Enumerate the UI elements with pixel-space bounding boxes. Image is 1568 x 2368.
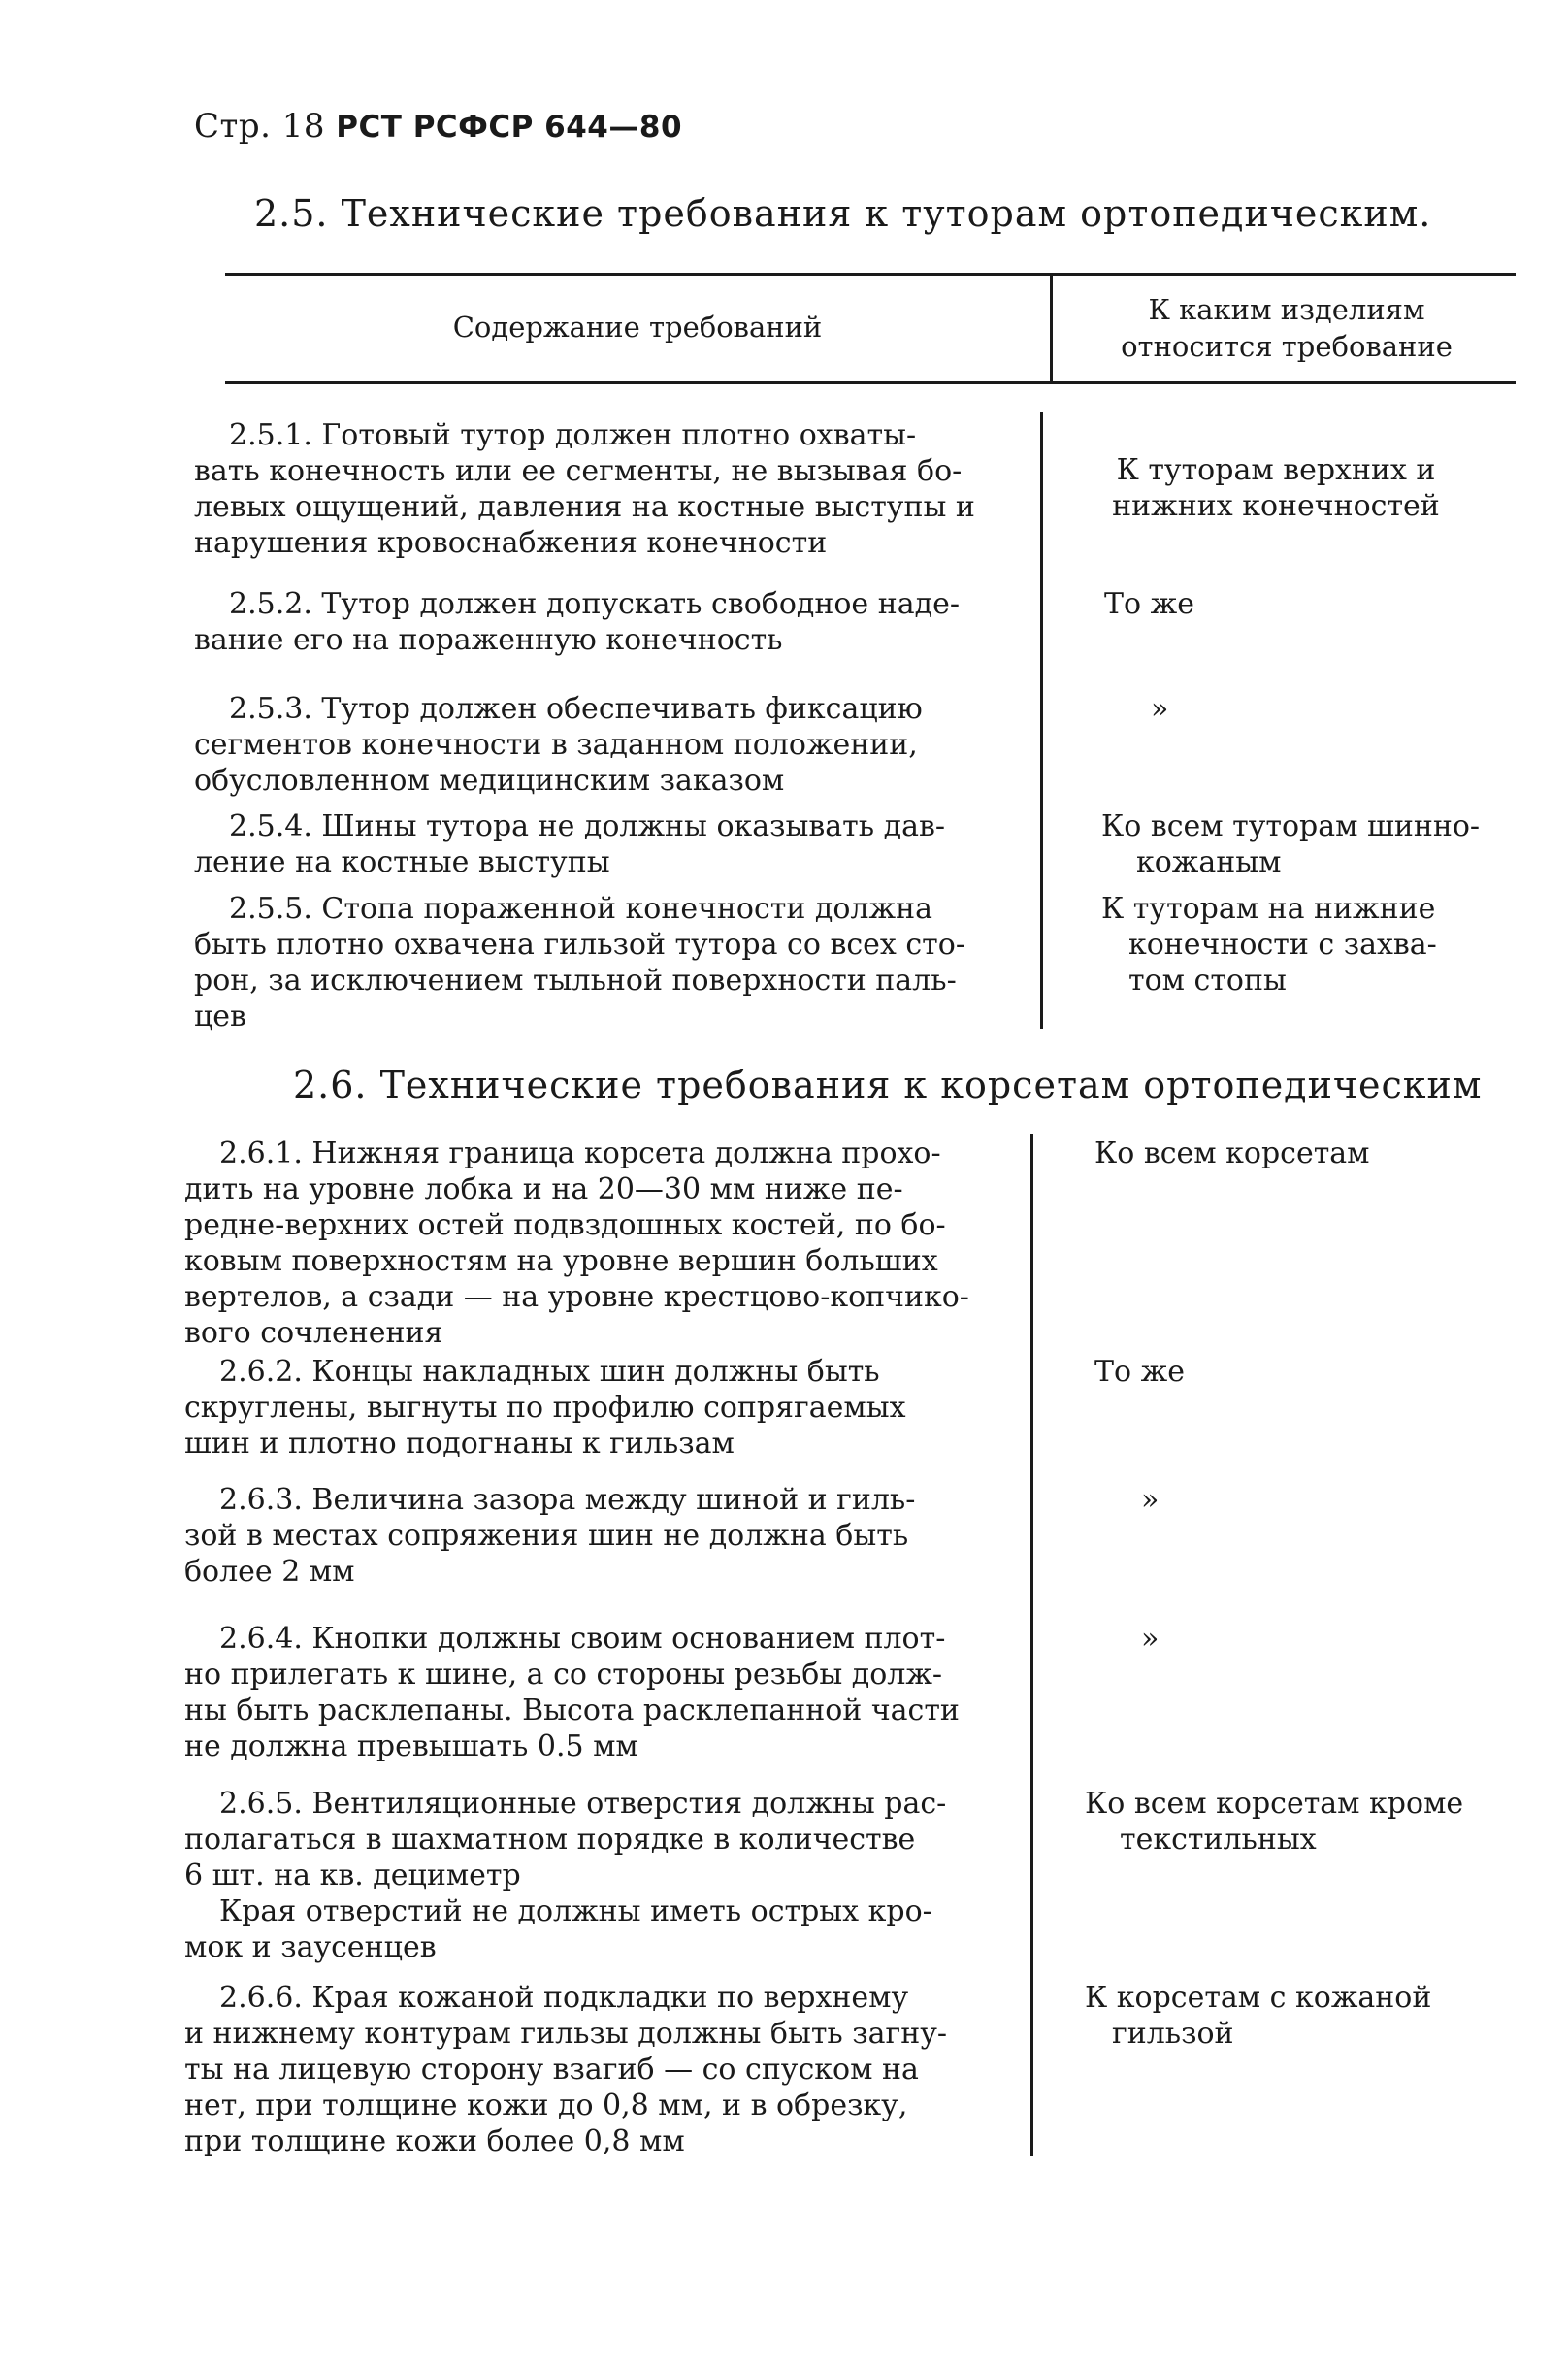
requirement-2-5-5 <box>194 891 999 1035</box>
req-line: ление на костные выступы <box>194 845 610 879</box>
req-line: мок и заусенцев <box>184 1930 437 1964</box>
column-header-applies-line2: относится требование <box>1121 330 1453 363</box>
req-line: 2.6.1. Нижняя граница корсета должна прохо- <box>219 1136 941 1170</box>
req-line: 2.6.4. Кнопки должны своим основанием плот- <box>219 1622 946 1656</box>
requirement-2-5-1 <box>194 417 999 561</box>
applies-line: кожаным <box>1136 845 1282 879</box>
applies-line: К туторам верхних и <box>1116 453 1436 487</box>
req-line: 2.6.3. Величина зазора между шиной и гиль- <box>219 1483 916 1517</box>
requirement-2-6-3 <box>184 1482 990 1590</box>
applies-line: Ко всем корсетам <box>1094 1136 1370 1170</box>
requirement-2-6-1 <box>184 1135 990 1351</box>
req-line: ковым поверхностям на уровне вершин больших <box>184 1244 938 1278</box>
req-line: 2.5.5. Стопа пораженной конечности должна <box>229 892 932 926</box>
req-line: ны быть расклепаны. Высота расклепанной части <box>184 1694 960 1727</box>
req-line: вание его на пораженную конечность <box>194 623 783 657</box>
applies-line: » <box>1151 692 1169 726</box>
applies-2-5-3 <box>1151 691 1168 727</box>
req-line: зой в местах сопряжения шин не должна быть <box>184 1519 909 1553</box>
document-code: РСТ РСФСР 644—80 <box>336 110 683 145</box>
req-line: быть плотно охвачена гильзой тутора со всех сто- <box>194 928 965 962</box>
req-line: дить на уровне лобка и на 20—30 мм ниже пе- <box>184 1172 903 1206</box>
applies-2-6-5 <box>1085 1786 1463 1858</box>
applies-line: Ко всем туторам шинно- <box>1101 809 1481 843</box>
applies-line: конечности с захва- <box>1128 928 1437 962</box>
applies-line: текстильных <box>1120 1823 1317 1857</box>
applies-2-5-4 <box>1101 808 1480 880</box>
req-line: Края отверстий не должны иметь острых кро- <box>219 1894 932 1928</box>
column-header-applies-line1: К каким изделиям <box>1148 293 1425 326</box>
req-line: вого сочленения <box>184 1316 443 1350</box>
req-line: 2.6.6. Края кожаной подкладки по верхнему <box>219 1981 909 2015</box>
req-line: рон, за исключением тыльной поверхности паль- <box>194 964 957 998</box>
applies-line: нижних конечностей <box>1112 489 1440 523</box>
requirement-2-6-5 <box>184 1786 990 1965</box>
req-line: 2.5.4. Шины тутора не должны оказывать дав- <box>229 809 946 843</box>
column-divider-2-6 <box>1030 1134 1033 2156</box>
req-line: 6 шт. на кв. дециметр <box>184 1858 521 1892</box>
req-line: редне-верхних остей подвздошных костей, по бо- <box>184 1208 946 1242</box>
req-line: нарушения кровоснабжения конечности <box>194 526 828 560</box>
column-divider-2-5 <box>1040 412 1043 1029</box>
req-line: обусловленном медицинским заказом <box>194 764 785 798</box>
applies-line: То же <box>1094 1355 1185 1389</box>
applies-line: К туторам на нижние <box>1101 892 1436 926</box>
applies-line: » <box>1141 1483 1160 1517</box>
applies-2-5-2 <box>1104 586 1194 622</box>
requirement-2-6-2 <box>184 1354 990 1462</box>
header-column-divider <box>1050 273 1053 381</box>
req-line: ты на лицевую сторону взагиб — со спуском на <box>184 2053 919 2087</box>
req-line: сегментов конечности в заданном положении, <box>194 728 918 762</box>
req-line: 2.5.3. Тутор должен обеспечивать фиксацию <box>229 692 923 726</box>
req-line: вать конечность или ее сегменты, не вызывая бо- <box>194 454 963 488</box>
req-line: 2.6.5. Вентиляционные отверстия должны рас- <box>219 1787 947 1821</box>
req-line: 2.5.1. Готовый тутор должен плотно охваты- <box>229 418 917 452</box>
req-line: более 2 мм <box>184 1555 355 1589</box>
requirement-2-5-3 <box>194 691 999 799</box>
applies-line: Ко всем корсетам кроме <box>1085 1787 1464 1821</box>
applies-2-6-4 <box>1141 1621 1159 1657</box>
applies-2-6-6 <box>1085 1980 1431 2052</box>
req-line: полагаться в шахматном порядке в количестве <box>184 1823 916 1857</box>
applies-2-6-1 <box>1094 1135 1370 1171</box>
req-line: но прилегать к шине, а со стороны резьбы долж- <box>184 1658 943 1692</box>
applies-line: » <box>1141 1622 1160 1656</box>
applies-line: То же <box>1104 587 1194 621</box>
applies-line: К корсетам с кожаной <box>1085 1981 1432 2015</box>
page-number: Стр. 18 <box>194 107 325 146</box>
table-header-bottom-rule <box>225 381 1516 384</box>
req-line: и нижнему контурам гильзы должны быть загну- <box>184 2017 948 2051</box>
requirement-2-6-6 <box>184 1980 990 2159</box>
applies-line: гильзой <box>1112 2017 1234 2051</box>
req-line: вертелов, а сзади — на уровне крестцово-копчико- <box>184 1280 969 1314</box>
applies-2-5-5 <box>1101 891 1437 999</box>
section-2-5-title: 2.5. Технические требования к туторам ортопедическим. <box>254 192 1432 235</box>
req-line: при толщине кожи более 0,8 мм <box>184 2124 685 2158</box>
req-line: 2.6.2. Концы накладных шин должны быть <box>219 1355 880 1389</box>
req-line: скруглены, выгнуты по профилю сопрягаемых <box>184 1391 906 1425</box>
column-header-requirements: Содержание требований <box>452 311 823 344</box>
req-line: нет, при толщине кожи до 0,8 мм, и в обрезку, <box>184 2088 908 2122</box>
page-header <box>194 107 682 146</box>
applies-2-6-3 <box>1141 1482 1159 1518</box>
requirement-2-6-4 <box>184 1621 990 1764</box>
applies-2-6-2 <box>1094 1354 1185 1390</box>
req-line: левых ощущений, давления на костные выступы и <box>194 490 975 524</box>
req-line: 2.5.2. Тутор должен допускать свободное наде- <box>229 587 960 621</box>
table-top-rule <box>225 273 1516 276</box>
req-line: шин и плотно подогнаны к гильзам <box>184 1427 735 1461</box>
column-header-applies-to <box>1058 291 1516 365</box>
requirement-2-5-4 <box>194 808 999 880</box>
req-line: цев <box>194 1000 246 1034</box>
req-line: не должна превышать 0.5 мм <box>184 1729 638 1763</box>
section-2-6-title: 2.6. Технические требования к корсетам ортопедическим <box>293 1064 1483 1106</box>
requirement-2-5-2 <box>194 586 999 658</box>
applies-line: том стопы <box>1128 964 1287 998</box>
applies-2-5-1 <box>1101 452 1451 524</box>
